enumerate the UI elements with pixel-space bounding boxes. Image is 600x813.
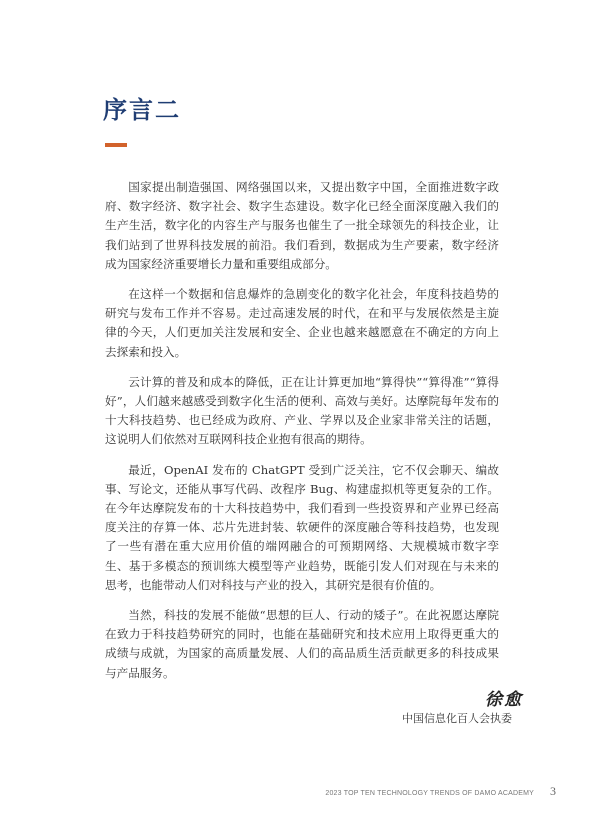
paragraph-2: 在这样一个数据和信息爆炸的急剧变化的数字化社会，年度科技趋势的研究与发布工作并不容易。走过高速发展的时代，在和平与发展依然是主旋律的今天，人们更加关注发展和安全、企业也越来越愿意在不确定的方向上去探索和投入。 [105, 287, 499, 359]
preface-body [105, 178, 499, 694]
signature-organization: 中国信息化百人会执委 [402, 712, 512, 725]
page-title: 序言二 [103, 95, 181, 124]
paragraph-5: 当然，科技的发展不能做“思想的巨人、行动的矮子”。在此祝愿达摩院在致力于科技趋势研究的同时，也能在基础研究和技术应用上取得更重大的成绩与成就，为国家的高质量发展、人们的高品质生活贡献更多的科技成果与产品服务。 [105, 608, 499, 680]
page-number: 3 [550, 784, 556, 798]
paragraph-4: 最近，OpenAI 发布的 ChatGPT 受到广泛关注，它不仅会聊天、编故事、写论文，还能从事写代码、改程序 Bug、构建虚拟机等更复杂的工作。在今年达摩院发布的十大科技趋势中，我们看到一些投资界和产业界已经高度关注的存算一体、芯片先进封装、软硬件的深度融合等科技趋势，也发现了一些有潜在重大应用价值的端网融合的可预期网络、大规模城市数字孪生、基于多模态的预训练大模型等产业趋势，既能引发人们对现在与未来的思考，也能带动人们对科技与产业的投入，其研究是很有价值的。 [105, 462, 499, 592]
signature-name: 徐愈 [485, 690, 523, 710]
paragraph-3: 云计算的普及和成本的降低，正在让计算更加地“算得快”“算得准”“算得好”，人们越来越感受到数字化生活的便利、高效与美好。达摩院每年发布的十大科技趋势、也已经成为政府、产业、学界以及企业家非常关注的话题，这说明人们依然对互联网科技企业抱有很高的期待。 [105, 374, 499, 447]
paragraph-1: 国家提出制造强国、网络强国以来，又提出数字中国，全面推进数字政府、数字经济、数字社会、数字生态建设。数字化已经全面深度融入我们的生产生活，数字化的内容生产与服务也催生了一批全球领先的科技企业，让我们站到了世界科技发展的前沿。我们看到，数据成为生产要素，数字经济成为国家经济重要增长力量和重要组成部分。 [105, 180, 499, 271]
title-accent-bar [105, 143, 127, 147]
footer-text: 2023 TOP TEN TECHNOLOGY TRENDS OF DAMO ACADEMY [325, 790, 534, 797]
